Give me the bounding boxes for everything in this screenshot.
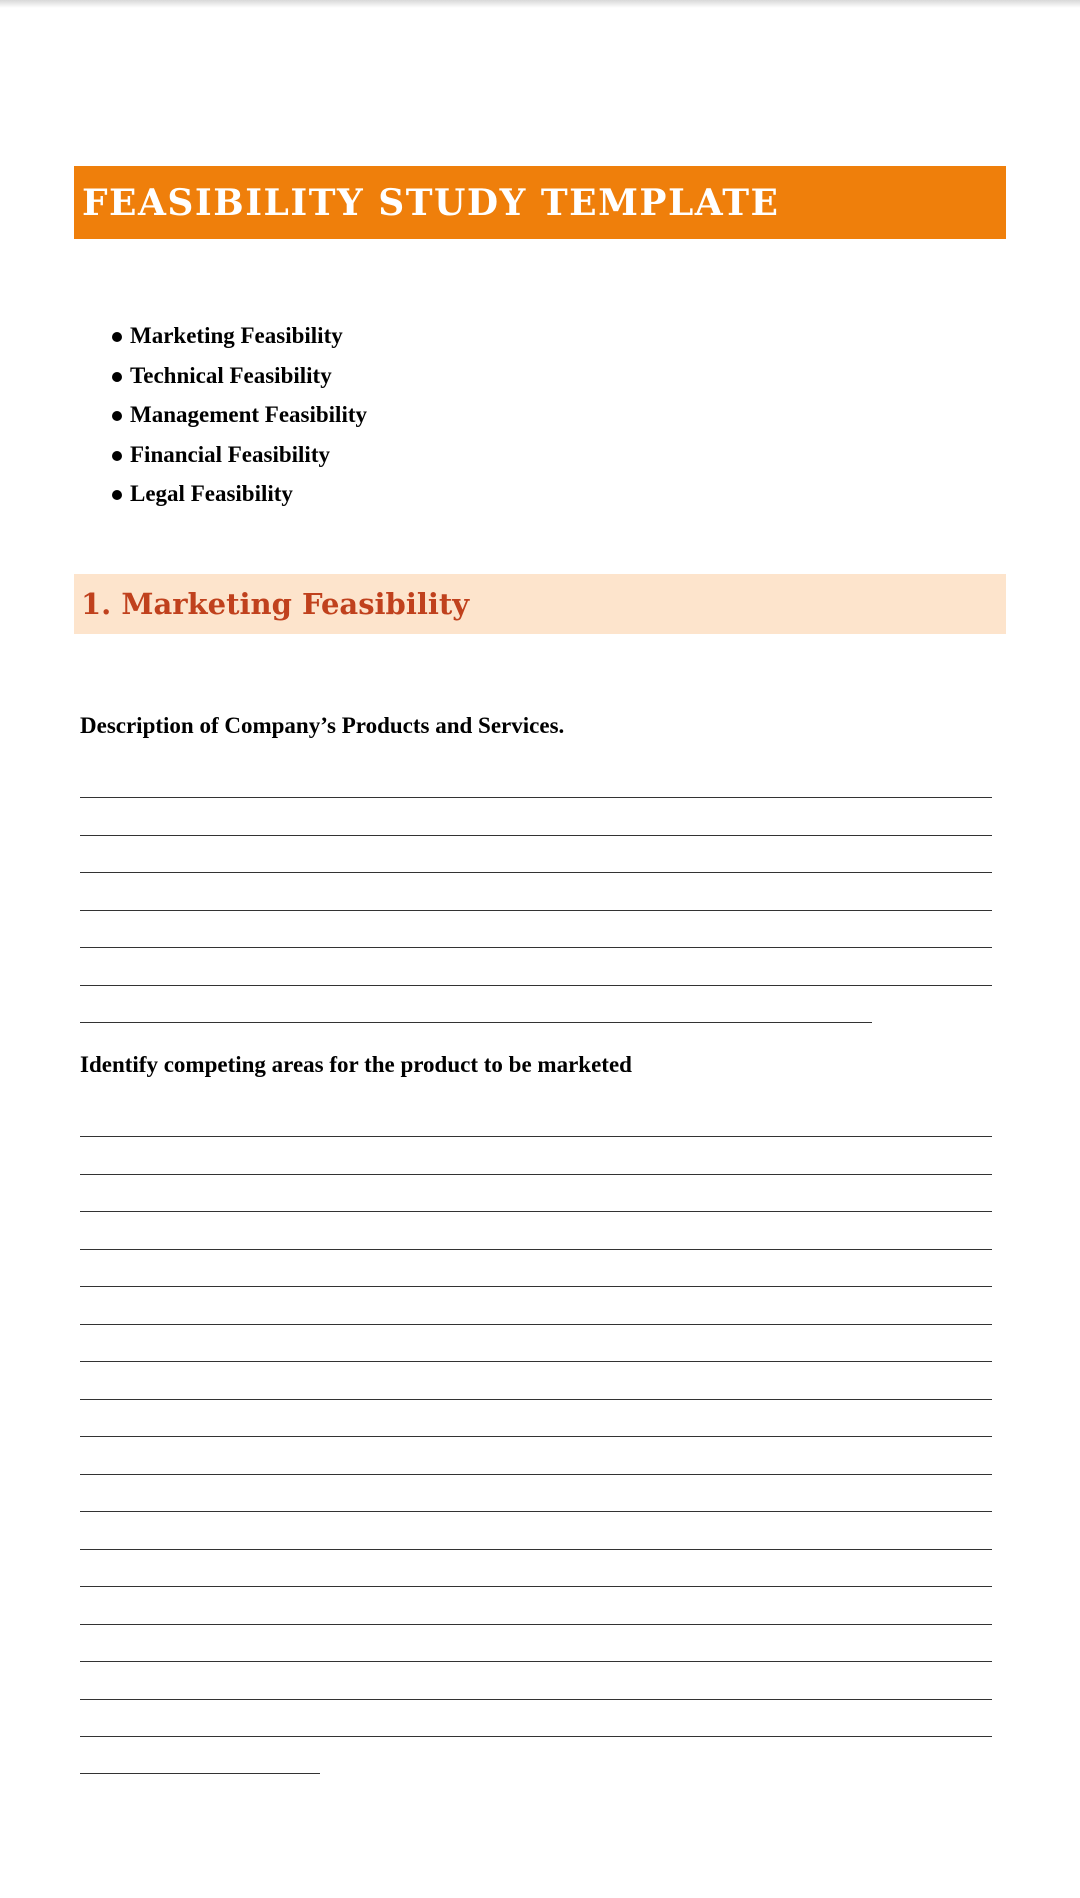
list-item — [112, 439, 367, 479]
write-line[interactable] — [80, 985, 992, 987]
list-item-label: Legal Feasibility — [130, 481, 293, 507]
write-line[interactable] — [80, 1699, 992, 1701]
write-line[interactable] — [80, 1136, 992, 1138]
write-line[interactable] — [80, 797, 992, 799]
write-line[interactable] — [80, 1324, 992, 1326]
write-line[interactable] — [80, 1249, 992, 1251]
write-line[interactable] — [80, 1586, 992, 1588]
section-heading: 1. Marketing Feasibility — [81, 587, 470, 621]
write-line[interactable] — [80, 1022, 872, 1024]
bullet-icon — [112, 490, 122, 500]
bullet-icon — [112, 411, 122, 421]
list-item — [112, 478, 367, 518]
write-line[interactable] — [80, 1624, 992, 1626]
write-line[interactable] — [80, 947, 992, 949]
list-item-label: Management Feasibility — [130, 402, 367, 428]
page-top-shadow — [0, 0, 1080, 8]
title-banner — [74, 166, 1006, 239]
write-line[interactable] — [80, 1399, 992, 1401]
question-products-services: Description of Company’s Products and Services. — [80, 713, 565, 738]
write-line[interactable] — [80, 835, 992, 837]
write-line[interactable] — [80, 1211, 992, 1213]
list-item — [112, 360, 367, 400]
section-heading-band — [74, 574, 1006, 634]
write-line[interactable] — [80, 1286, 992, 1288]
write-line[interactable] — [80, 1474, 992, 1476]
list-item — [112, 399, 367, 439]
write-line[interactable] — [80, 872, 992, 874]
write-line[interactable] — [80, 1174, 992, 1176]
bullet-icon — [112, 451, 122, 461]
bullet-icon — [112, 332, 122, 342]
list-item — [112, 320, 367, 360]
write-line[interactable] — [80, 1361, 992, 1363]
write-line[interactable] — [80, 1549, 992, 1551]
write-line[interactable] — [80, 1773, 320, 1775]
write-line[interactable] — [80, 1511, 992, 1513]
document-title: FEASIBILITY STUDY TEMPLATE — [82, 181, 780, 224]
write-line[interactable] — [80, 1736, 992, 1738]
question-competing-areas: Identify competing areas for the product to be marketed — [80, 1052, 632, 1077]
list-item-label: Technical Feasibility — [130, 362, 332, 388]
bullet-icon — [112, 372, 122, 382]
contents-list — [112, 320, 367, 518]
write-line[interactable] — [80, 1661, 992, 1663]
list-item-label: Financial Feasibility — [130, 441, 330, 467]
list-item-label: Marketing Feasibility — [130, 323, 343, 348]
write-line[interactable] — [80, 910, 992, 912]
write-line[interactable] — [80, 1436, 992, 1438]
